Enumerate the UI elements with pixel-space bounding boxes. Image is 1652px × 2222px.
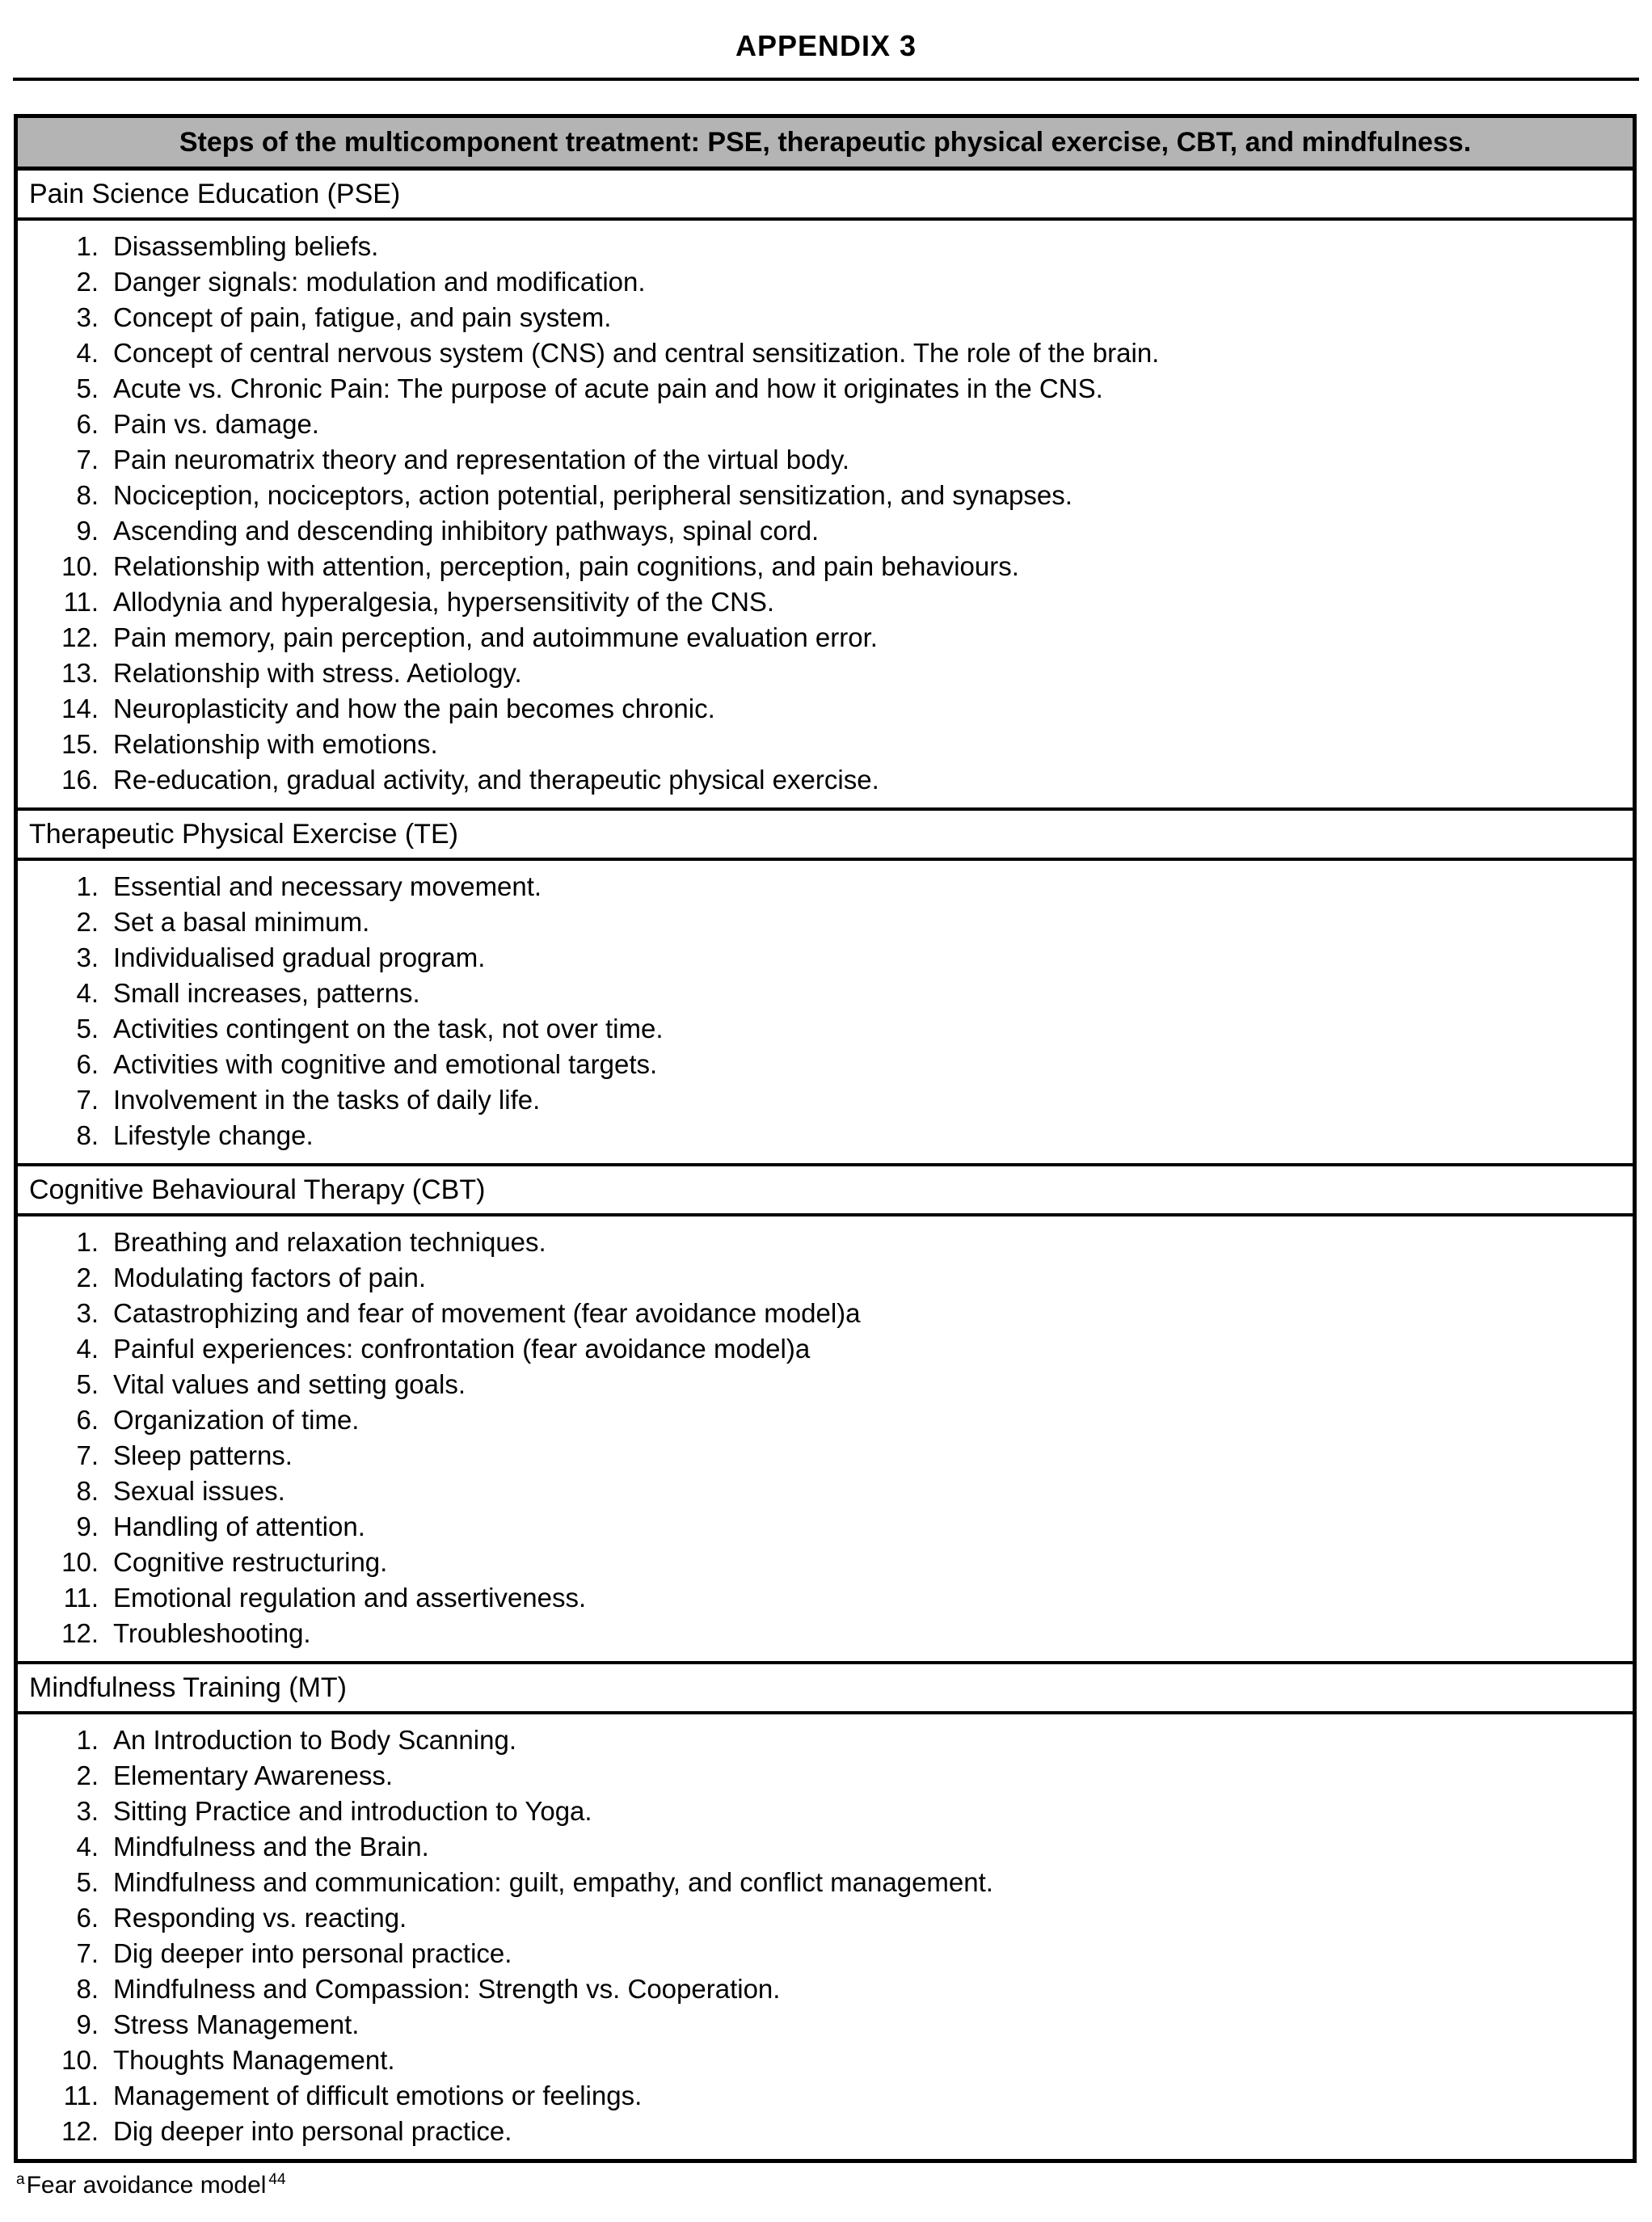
list-item-number: 1. (76, 1725, 99, 1755)
list-item (18, 1794, 1625, 1829)
list-item-number: 5. (76, 373, 99, 403)
list-item-number: 4. (76, 1334, 99, 1364)
list-item-number: 6. (76, 1405, 99, 1435)
list-item-number: 9. (76, 516, 99, 546)
list-item-text: Nociception, nociceptors, action potential, peripheral sensitization, and synapses. (113, 480, 1073, 510)
list-item-number: 7. (76, 1938, 99, 1968)
section-header-pse: Pain Science Education (PSE) (18, 171, 1633, 221)
list-item-text: Sitting Practice and introduction to Yoga. (113, 1796, 592, 1826)
table-caption: Steps of the multicomponent treatment: PSE, therapeutic physical exercise, CBT, and mindfulness. (18, 118, 1633, 171)
list-item (18, 264, 1625, 300)
list-item-text: Dig deeper into personal practice. (113, 1938, 512, 1968)
section-list-mt (18, 1714, 1633, 2159)
list-item-text: Dig deeper into personal practice. (113, 2116, 512, 2146)
list-item-text: Pain memory, pain perception, and autoimmune evaluation error. (113, 622, 878, 652)
list-item-text: Essential and necessary movement. (113, 871, 542, 901)
list-item-number: 2. (76, 267, 99, 297)
list-item-number: 7. (76, 445, 99, 474)
list-item-text: Sexual issues. (113, 1476, 285, 1506)
list-item (18, 1936, 1625, 1971)
list-item-number: 6. (76, 409, 99, 439)
list-item-number: 10. (61, 551, 99, 581)
list-item (18, 513, 1625, 549)
list-item (18, 1296, 1625, 1331)
list-item-number: 10. (61, 1547, 99, 1577)
list-item-text: Mindfulness and the Brain. (113, 1832, 429, 1862)
list-item (18, 1722, 1625, 1758)
list-item-text: Sleep patterns. (113, 1440, 293, 1470)
list-item-number: 8. (76, 1120, 99, 1150)
title-divider (13, 78, 1639, 81)
list-item-text: Lifestyle change. (113, 1120, 314, 1150)
list-item (18, 1865, 1625, 1900)
footnote-marker: a (16, 2171, 25, 2188)
list-item (18, 1047, 1625, 1082)
section-list-te (18, 861, 1633, 1166)
list-item-number: 7. (76, 1085, 99, 1115)
list-item (18, 1829, 1625, 1865)
list-item (18, 656, 1625, 691)
list-item-text: Disassembling beliefs. (113, 231, 379, 261)
list-item-text: Handling of attention. (113, 1512, 365, 1541)
list-item-text: Relationship with stress. Aetiology. (113, 658, 522, 688)
list-item-number: 16. (61, 765, 99, 795)
list-item-number: 5. (76, 1369, 99, 1399)
list-item-text: Catastrophizing and fear of movement (fear avoidance model)a (113, 1298, 861, 1328)
list-item-number: 3. (76, 1298, 99, 1328)
list-item-text: Relationship with attention, perception, pain cognitions, and pain behaviours. (113, 551, 1019, 581)
list-item-number: 6. (76, 1903, 99, 1933)
list-item-text: Small increases, patterns. (113, 978, 420, 1008)
list-item-text: Breathing and relaxation techniques. (113, 1227, 546, 1257)
list-item-text: Relationship with emotions. (113, 729, 438, 759)
list-item-text: Danger signals: modulation and modification. (113, 267, 646, 297)
list-item (18, 1580, 1625, 1616)
list-item-number: 4. (76, 1832, 99, 1862)
section-list-pse (18, 221, 1633, 811)
list-item (18, 1438, 1625, 1474)
list-item-number: 1. (76, 1227, 99, 1257)
list-item (18, 2043, 1625, 2078)
list-item-number: 4. (76, 978, 99, 1008)
list-item-text: Responding vs. reacting. (113, 1903, 407, 1933)
list-item-number: 5. (76, 1014, 99, 1044)
list-item (18, 1331, 1625, 1367)
list-item-text: Acute vs. Chronic Pain: The purpose of acute pain and how it originates in the CNS. (113, 373, 1103, 403)
list-item-number: 14. (61, 694, 99, 723)
section-header-te: Therapeutic Physical Exercise (TE) (18, 811, 1633, 861)
list-item-number: 12. (61, 1618, 99, 1648)
list-item (18, 2114, 1625, 2149)
list-item-text: Individualised gradual program. (113, 942, 486, 972)
footnote (16, 2171, 1652, 2200)
list-item-text: Vital values and setting goals. (113, 1369, 466, 1399)
list-item-text: Activities contingent on the task, not over time. (113, 1014, 664, 1044)
list-item-number: 7. (76, 1440, 99, 1470)
list-item-number: 1. (76, 871, 99, 901)
list-item (18, 976, 1625, 1011)
list-item-number: 5. (76, 1867, 99, 1897)
list-item-number: 3. (76, 1796, 99, 1826)
list-item (18, 2078, 1625, 2114)
list-item-number: 15. (61, 729, 99, 759)
list-item-number: 9. (76, 2009, 99, 2039)
list-item-number: 1. (76, 231, 99, 261)
page-title: APPENDIX 3 (735, 29, 917, 62)
section-header-cbt: Cognitive Behavioural Therapy (CBT) (18, 1166, 1633, 1216)
list-item (18, 1260, 1625, 1296)
list-item-text: Ascending and descending inhibitory pathways, spinal cord. (113, 516, 820, 546)
list-item (18, 1118, 1625, 1153)
list-item (18, 869, 1625, 904)
list-item-number: 3. (76, 302, 99, 332)
list-item-number: 2. (76, 1263, 99, 1292)
footnote-text: Fear avoidance model (26, 2172, 267, 2199)
list-item (18, 1225, 1625, 1260)
list-item-text: Cognitive restructuring. (113, 1547, 388, 1577)
list-item-number: 2. (76, 1760, 99, 1790)
list-item-number: 11. (63, 1583, 99, 1613)
list-item (18, 549, 1625, 584)
list-item-number: 11. (63, 587, 99, 617)
list-item-text: Set a basal minimum. (113, 907, 370, 937)
list-item-text: Stress Management. (113, 2009, 360, 2039)
list-item-number: 8. (76, 480, 99, 510)
list-item-number: 3. (76, 942, 99, 972)
list-item-number: 10. (61, 2045, 99, 2075)
list-item (18, 1971, 1625, 2007)
list-item-text: Activities with cognitive and emotional targets. (113, 1049, 658, 1079)
list-item (18, 904, 1625, 940)
list-item-text: Painful experiences: confrontation (fear avoidance model)a (113, 1334, 811, 1364)
list-item (18, 1545, 1625, 1580)
list-item (18, 584, 1625, 620)
section-list-cbt (18, 1216, 1633, 1664)
list-item (18, 691, 1625, 727)
list-item-text: Emotional regulation and assertiveness. (113, 1583, 587, 1613)
list-item (18, 727, 1625, 762)
list-item (18, 1900, 1625, 1936)
list-item (18, 335, 1625, 371)
list-item (18, 1011, 1625, 1047)
list-item-text: Mindfulness and Compassion: Strength vs. Cooperation. (113, 1974, 781, 2004)
list-item-text: Mindfulness and communication: guilt, empathy, and conflict management. (113, 1867, 993, 1897)
list-item-text: Troubleshooting. (113, 1618, 311, 1648)
list-item-number: 12. (61, 622, 99, 652)
list-item-text: Re-education, gradual activity, and therapeutic physical exercise. (113, 765, 879, 795)
list-item-number: 13. (61, 658, 99, 688)
list-item-text: Concept of pain, fatigue, and pain system. (113, 302, 612, 332)
list-item-text: Organization of time. (113, 1405, 360, 1435)
list-item (18, 1758, 1625, 1794)
list-item (18, 442, 1625, 478)
list-item (18, 1616, 1625, 1651)
list-item (18, 1509, 1625, 1545)
list-item (18, 2007, 1625, 2043)
list-item (18, 940, 1625, 976)
list-item-number: 12. (61, 2116, 99, 2146)
list-item (18, 478, 1625, 513)
treatment-steps-table (14, 114, 1637, 2163)
footnote-reference-number: 44 (268, 2171, 286, 2188)
list-item (18, 620, 1625, 656)
list-item-text: Pain neuromatrix theory and representation of the virtual body. (113, 445, 850, 474)
list-item-number: 9. (76, 1512, 99, 1541)
list-item-text: Allodynia and hyperalgesia, hypersensitivity of the CNS. (113, 587, 775, 617)
list-item (18, 1082, 1625, 1118)
list-item-number: 8. (76, 1974, 99, 2004)
list-item-text: Pain vs. damage. (113, 409, 319, 439)
section-header-mt: Mindfulness Training (MT) (18, 1664, 1633, 1714)
list-item (18, 300, 1625, 335)
list-item-number: 2. (76, 907, 99, 937)
list-item (18, 407, 1625, 442)
list-item-text: Modulating factors of pain. (113, 1263, 427, 1292)
list-item (18, 229, 1625, 264)
list-item-text: Involvement in the tasks of daily life. (113, 1085, 541, 1115)
list-item-number: 11. (63, 2081, 99, 2110)
list-item-text: Management of difficult emotions or feelings. (113, 2081, 643, 2110)
list-item-text: Thoughts Management. (113, 2045, 395, 2075)
list-item (18, 1402, 1625, 1438)
list-item-text: Elementary Awareness. (113, 1760, 394, 1790)
list-item-text: Neuroplasticity and how the pain becomes chronic. (113, 694, 715, 723)
list-item (18, 1474, 1625, 1509)
list-item (18, 371, 1625, 407)
list-item (18, 762, 1625, 798)
list-item-text: Concept of central nervous system (CNS) and central sensitization. The role of the brain. (113, 338, 1160, 368)
list-item (18, 1367, 1625, 1402)
list-item-number: 4. (76, 338, 99, 368)
list-item-text: An Introduction to Body Scanning. (113, 1725, 516, 1755)
list-item-number: 6. (76, 1049, 99, 1079)
list-item-number: 8. (76, 1476, 99, 1506)
